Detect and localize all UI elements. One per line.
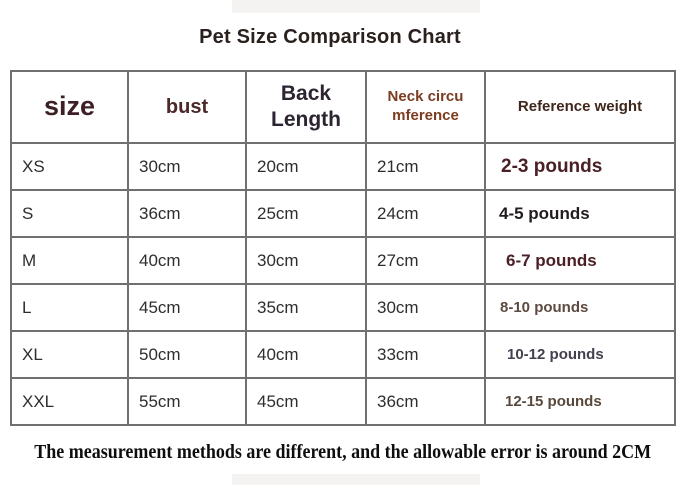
cell-neck: 24cm	[366, 190, 485, 237]
cell-size: XS	[11, 143, 128, 190]
neck-header-line1: Neck circu	[387, 88, 464, 106]
cell-neck: 21cm	[366, 143, 485, 190]
cell-size: XL	[11, 331, 128, 378]
col-header-bust: bust	[128, 71, 246, 143]
cell-bust: 45cm	[128, 284, 246, 331]
table-row-xs	[11, 143, 675, 190]
col-header-neck-circumference	[366, 71, 485, 143]
cell-size: M	[11, 237, 128, 284]
table-row-xl	[11, 331, 675, 378]
bottom-band	[232, 474, 480, 485]
neck-header-line2: mference	[392, 107, 459, 124]
cell-bust: 36cm	[128, 190, 246, 237]
measurement-disclaimer: The measurement methods are different, and the allowable error is around 2CM	[34, 441, 652, 463]
cell-back-length: 30cm	[246, 237, 366, 284]
page-title: Pet Size Comparison Chart	[199, 26, 461, 48]
cell-back-length: 40cm	[246, 331, 366, 378]
cell-neck: 27cm	[366, 237, 485, 284]
table-row-s	[11, 190, 675, 237]
cell-size: S	[11, 190, 128, 237]
top-band	[232, 0, 480, 13]
col-header-reference-weight: Reference weight	[485, 71, 675, 143]
cell-weight: 8-10 pounds	[485, 284, 675, 331]
cell-weight: 10-12 pounds	[485, 331, 675, 378]
cell-size: XXL	[11, 378, 128, 425]
cell-back-length: 45cm	[246, 378, 366, 425]
cell-back-length: 35cm	[246, 284, 366, 331]
cell-back-length: 20cm	[246, 143, 366, 190]
col-header-size: size	[11, 71, 128, 143]
cell-neck: 30cm	[366, 284, 485, 331]
cell-neck: 33cm	[366, 331, 485, 378]
table-row-l	[11, 284, 675, 331]
cell-size: L	[11, 284, 128, 331]
size-chart-table	[10, 70, 676, 426]
cell-bust: 40cm	[128, 237, 246, 284]
cell-bust: 50cm	[128, 331, 246, 378]
cell-back-length: 25cm	[246, 190, 366, 237]
cell-bust: 30cm	[128, 143, 246, 190]
cell-weight: 2-3 pounds	[485, 143, 675, 190]
cell-weight: 6-7 pounds	[485, 237, 675, 284]
cell-weight: 12-15 pounds	[485, 378, 675, 425]
header-row	[11, 71, 675, 143]
cell-bust: 55cm	[128, 378, 246, 425]
table-row-m	[11, 237, 675, 284]
cell-neck: 36cm	[366, 378, 485, 425]
cell-weight: 4-5 pounds	[485, 190, 675, 237]
table-row-xxl	[11, 378, 675, 425]
col-header-back-length: Back Length	[246, 71, 366, 143]
